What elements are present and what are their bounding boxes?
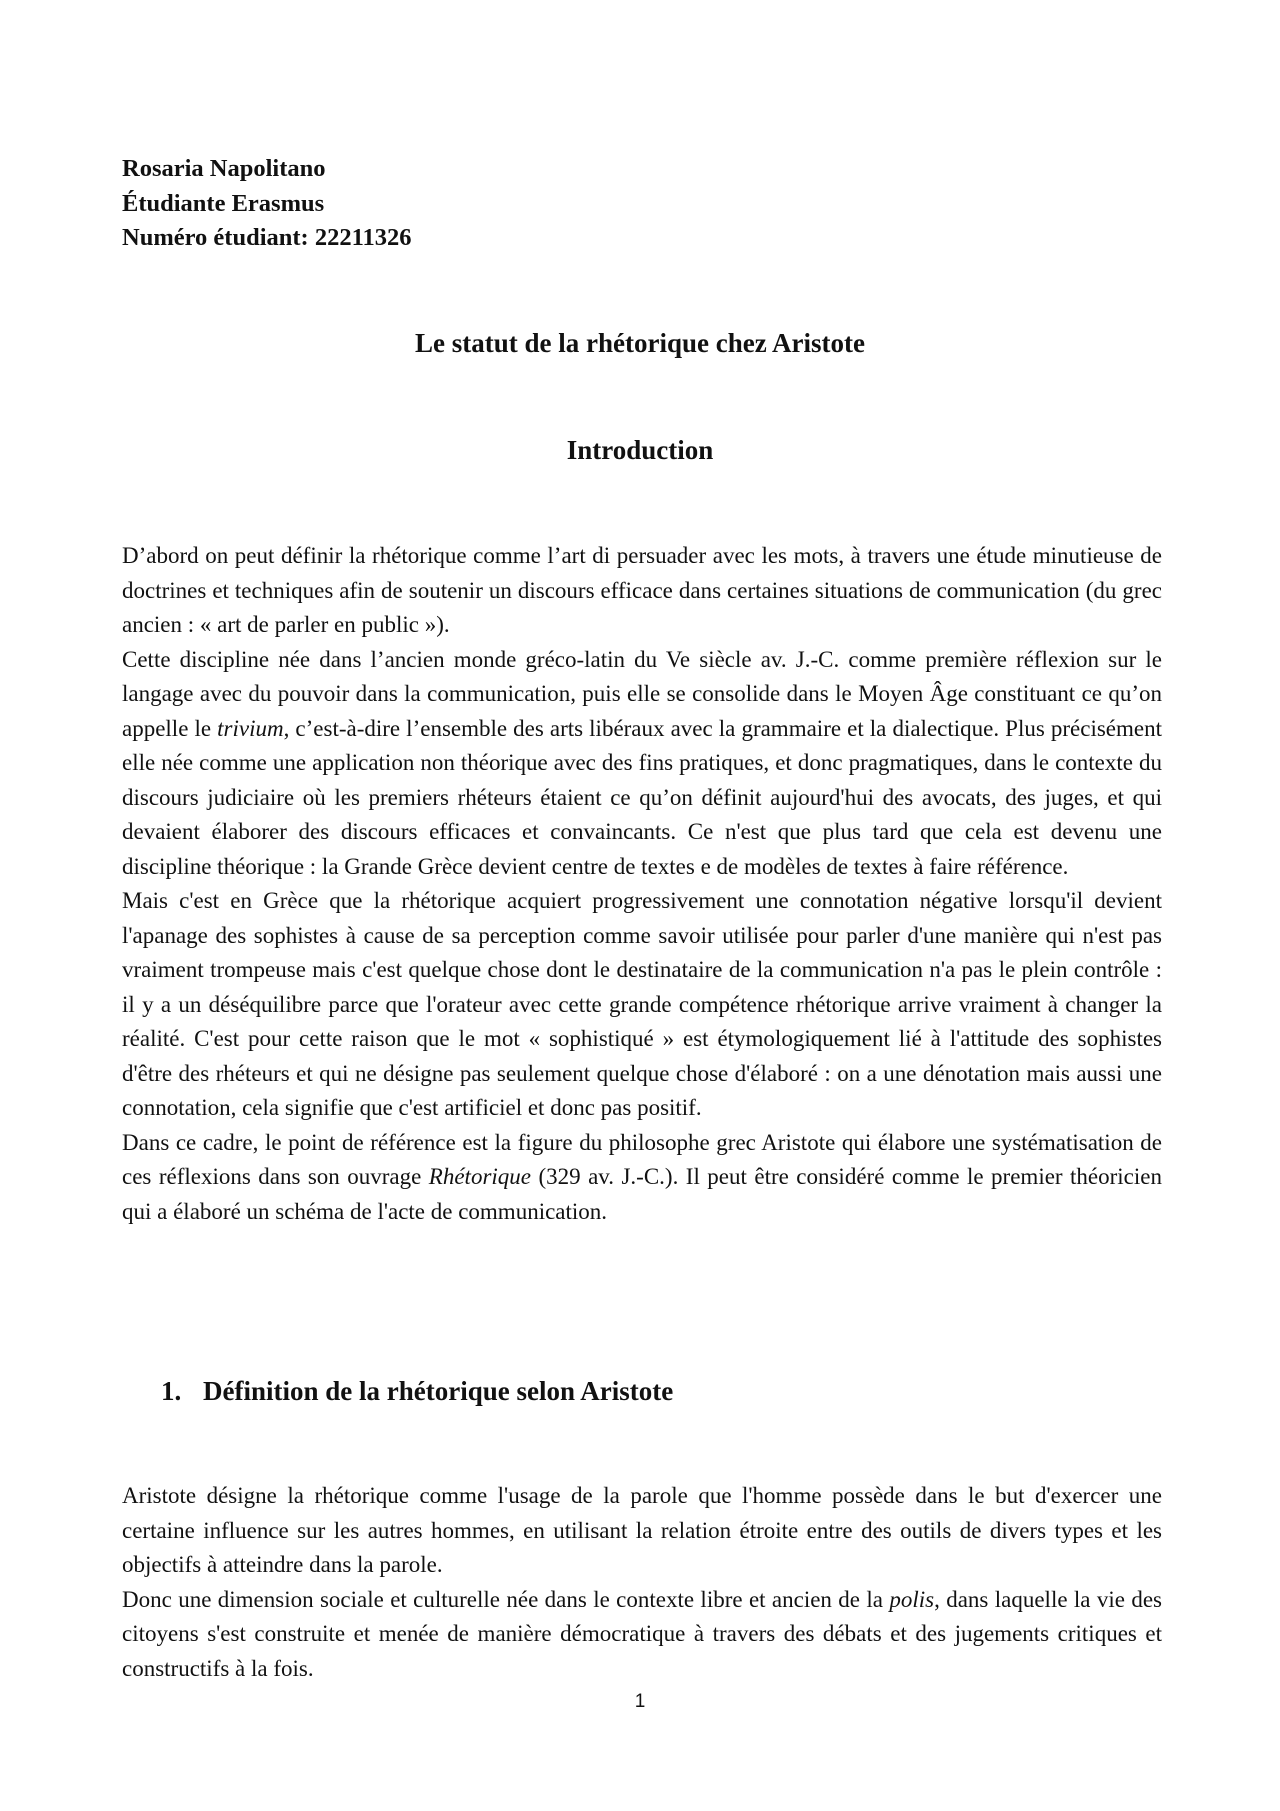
- intro-paragraph-2-text-a: Cette discipline née dans l’ancien monde gréco-latin du Ve siècle av. J.-C. comme première réflexion sur le langage avec du pouvoir dans la communication, puis elle se consolide dans le Moyen Âge constituant ce qu’on appelle le: [122, 646, 1162, 741]
- intro-paragraph-2: [122, 643, 1162, 885]
- intro-paragraph-4-text-b: (329 av. J.-C.). Il peut être considéré comme le premier théoricien qui a élaboré un schéma de l'acte de communication.: [122, 1164, 1162, 1224]
- intro-paragraph-1: D’abord on peut définir la rhétorique comme l’art di persuader avec les mots, à travers une étude minutieuse de doctrines et techniques afin de soutenir un discours efficace dans certaines situations de communication (du grec ancien : « art de parler en public »).: [122, 543, 1162, 637]
- section-1-paragraph-2: [122, 1583, 1162, 1687]
- intro-paragraph-4: [122, 1126, 1162, 1230]
- author-status: Étudiante Erasmus: [122, 189, 325, 217]
- section-1-body: [122, 1479, 1162, 1686]
- section-1-number: 1.: [161, 1376, 182, 1406]
- author-name: Rosaria Napolitano: [122, 155, 326, 182]
- intro-paragraph-2-text-b: , c’est-à-dire l’ensemble des arts libéraux avec la grammaire et la dialectique. Plus précisément elle née comme une application non théorique avec des fins pratiques, et donc pragmatiques, dans le contexte du discours judiciaire où les premiers rhéteurs étaient ce qu’on définit aujourd'hui des avocats, des juges, et qui devaient élaborer des discours efficaces et convaincants. Ce n'est que plus tard que cela est devenu une discipline théorique : la Grande Grèce devient centre de textes e de modèles de textes à faire référence.: [122, 715, 1162, 879]
- author-block: [122, 152, 411, 256]
- intro-paragraph-4-italic: Rhétorique: [428, 1164, 531, 1189]
- section-1-paragraph-1: Aristote désigne la rhétorique comme l'usage de la parole que l'homme possède dans le but d'exercer une certaine influence sur les autres hommes, en utilisant la relation étroite entre des outils de divers types et les objectifs à atteindre dans la parole.: [122, 1483, 1162, 1577]
- intro-paragraph-3: Mais c'est en Grèce que la rhétorique acquiert progressivement une connotation négative lorsqu'il devient l'apanage des sophistes à cause de sa perception comme savoir utilisée pour parler d'une manière qui n'est pas vraiment trompeuse mais c'est quelque chose dont le destinataire de la communication n'a pas le plein contrôle : il y a un déséquilibre parce que l'orateur avec cette grande compétence rhétorique arrive vraiment à changer la réalité. C'est pour cette raison que le mot « sophistiqué » est étymologiquement lié à l'attitude des sophistes d'être des rhéteurs et qui ne désigne pas seulement quelque chose d'élaboré : on a une dénotation mais aussi une connotation, cela signifie que c'est artificiel et donc pas positif.: [122, 888, 1162, 1120]
- section-1-paragraph-2-text-a: Donc une dimension sociale et culturelle née dans le contexte libre et ancien de la: [122, 1586, 890, 1612]
- page-number: 1: [634, 1691, 646, 1712]
- introduction-heading: Introduction: [566, 435, 714, 465]
- section-1-heading: [161, 1373, 673, 1409]
- intro-paragraph-4-text-a: Dans ce cadre, le point de référence est la figure du philosophe grec Aristote qui élabore une systématisation de ces réflexions dans son ouvrage: [122, 1129, 1162, 1189]
- section-1-paragraph-2-italic: polis: [889, 1586, 935, 1612]
- intro-paragraph-2-italic: trivium: [217, 715, 284, 741]
- section-1-title: Définition de la rhétorique selon Aristote: [203, 1376, 674, 1406]
- student-number: Numéro étudiant: 22211326: [122, 224, 412, 251]
- introduction-body: [122, 539, 1162, 1229]
- document-title: Le statut de la rhétorique chez Aristote: [415, 328, 865, 358]
- section-1-paragraph-2-text-b: , dans laquelle la vie des citoyens s'est construite et menée de manière démocratique à travers des débats et des jugements critiques et constructifs à la fois.: [122, 1586, 1163, 1681]
